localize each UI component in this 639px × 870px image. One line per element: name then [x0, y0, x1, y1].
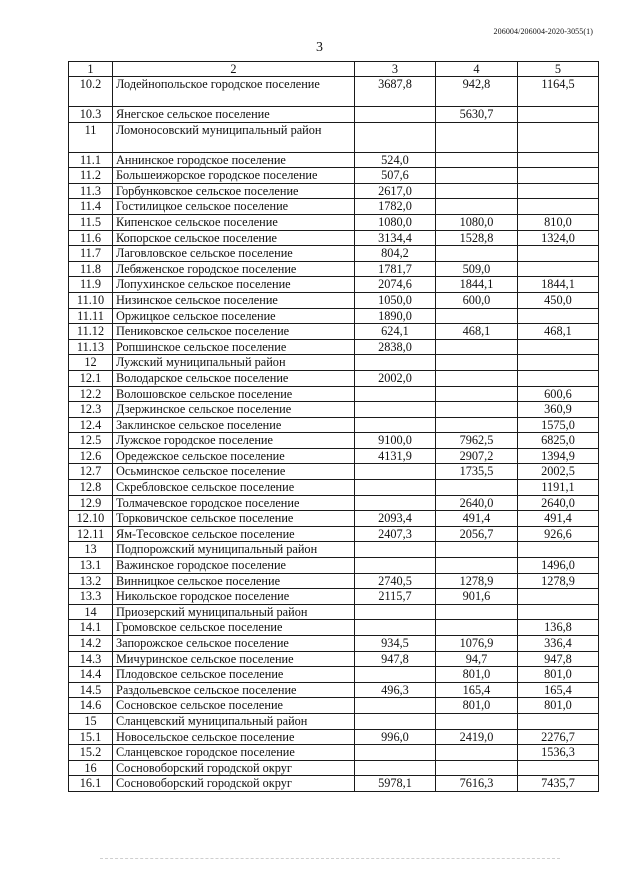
value-cell-col3	[355, 698, 436, 714]
value-cell-col3	[355, 464, 436, 480]
value-cell-col5	[518, 261, 599, 277]
value-cell-col3: 996,0	[355, 729, 436, 745]
value-cell-col5: 1164,5	[518, 77, 599, 107]
document-id: 206004/206004-2020-3055(1)	[493, 27, 593, 36]
value-cell-col3: 947,8	[355, 651, 436, 667]
column-header-5: 5	[518, 62, 599, 77]
row-name-cell: Кипенское сельское поселение	[113, 214, 355, 230]
value-cell-col4: 942,8	[436, 77, 518, 107]
row-name-cell: Раздольевское сельское поселение	[113, 682, 355, 698]
row-number-cell: 11.9	[69, 277, 113, 293]
row-name-cell: Сосновское сельское поселение	[113, 698, 355, 714]
row-name-cell: Мичуринское сельское поселение	[113, 651, 355, 667]
value-cell-col5: 600,6	[518, 386, 599, 402]
row-number-cell: 10.3	[69, 107, 113, 123]
row-name-cell: Пениковское сельское поселение	[113, 324, 355, 340]
value-cell-col3	[355, 713, 436, 729]
row-name-cell: Новосельское сельское поселение	[113, 729, 355, 745]
table-row	[69, 651, 599, 667]
row-number-cell: 16.1	[69, 776, 113, 792]
value-cell-col5: 491,4	[518, 511, 599, 527]
value-cell-col4: 1076,9	[436, 636, 518, 652]
value-cell-col3: 2407,3	[355, 526, 436, 542]
table-row	[69, 370, 599, 386]
row-name-cell: Большеижорское городское поселение	[113, 168, 355, 184]
value-cell-col3: 5978,1	[355, 776, 436, 792]
row-number-cell: 12.8	[69, 480, 113, 496]
row-name-cell: Толмачевское городское поселение	[113, 495, 355, 511]
value-cell-col5	[518, 713, 599, 729]
page-number: 3	[316, 40, 323, 55]
value-cell-col3: 507,6	[355, 168, 436, 184]
table-row	[69, 495, 599, 511]
value-cell-col4: 801,0	[436, 698, 518, 714]
table-row	[69, 698, 599, 714]
value-cell-col4	[436, 558, 518, 574]
row-name-cell: Лужское городское поселение	[113, 433, 355, 449]
row-name-cell: Оржицкое сельское поселение	[113, 308, 355, 324]
value-cell-col4	[436, 370, 518, 386]
table-row	[69, 682, 599, 698]
table-row	[69, 214, 599, 230]
row-number-cell: 12.11	[69, 526, 113, 542]
table-row	[69, 107, 599, 123]
value-cell-col4	[436, 542, 518, 558]
table-row	[69, 589, 599, 605]
value-cell-col5	[518, 370, 599, 386]
value-cell-col5: 947,8	[518, 651, 599, 667]
value-cell-col5: 336,4	[518, 636, 599, 652]
scan-edge-line	[100, 858, 560, 859]
value-cell-col5: 1324,0	[518, 230, 599, 246]
value-cell-col3: 524,0	[355, 152, 436, 168]
row-name-cell: Волошовское сельское поселение	[113, 386, 355, 402]
value-cell-col4: 2640,0	[436, 495, 518, 511]
value-cell-col4: 1844,1	[436, 277, 518, 293]
row-number-cell: 15.1	[69, 729, 113, 745]
value-cell-col3	[355, 558, 436, 574]
value-cell-col4: 94,7	[436, 651, 518, 667]
row-number-cell: 16	[69, 760, 113, 776]
table-row	[69, 122, 599, 152]
table-row	[69, 183, 599, 199]
value-cell-col5	[518, 199, 599, 215]
row-name-cell: Копорское сельское поселение	[113, 230, 355, 246]
value-cell-col4: 165,4	[436, 682, 518, 698]
value-cell-col5: 801,0	[518, 698, 599, 714]
table-row	[69, 776, 599, 792]
value-cell-col4: 2907,2	[436, 448, 518, 464]
value-cell-col4	[436, 199, 518, 215]
value-cell-col5: 810,0	[518, 214, 599, 230]
row-name-cell: Лопухинское сельское поселение	[113, 277, 355, 293]
value-cell-col4	[436, 122, 518, 152]
value-cell-col3	[355, 542, 436, 558]
value-cell-col3: 4131,9	[355, 448, 436, 464]
value-cell-col3	[355, 107, 436, 123]
row-name-cell: Низинское сельское поселение	[113, 292, 355, 308]
value-cell-col3: 1782,0	[355, 199, 436, 215]
value-cell-col3: 2838,0	[355, 339, 436, 355]
value-cell-col5: 136,8	[518, 620, 599, 636]
table-row	[69, 620, 599, 636]
table-row	[69, 636, 599, 652]
value-cell-col5: 1575,0	[518, 417, 599, 433]
row-name-cell: Подпорожский муниципальный район	[113, 542, 355, 558]
value-cell-col3: 496,3	[355, 682, 436, 698]
value-cell-col5: 450,0	[518, 292, 599, 308]
value-cell-col5: 926,6	[518, 526, 599, 542]
row-number-cell: 12.6	[69, 448, 113, 464]
table-row	[69, 729, 599, 745]
row-name-cell: Сланцевское городское поселение	[113, 745, 355, 761]
value-cell-col5: 165,4	[518, 682, 599, 698]
table-row	[69, 417, 599, 433]
row-number-cell: 11.11	[69, 308, 113, 324]
row-number-cell: 14.5	[69, 682, 113, 698]
value-cell-col5: 6825,0	[518, 433, 599, 449]
value-cell-col3: 1781,7	[355, 261, 436, 277]
row-name-cell: Янегское сельское поселение	[113, 107, 355, 123]
value-cell-col4	[436, 183, 518, 199]
row-number-cell: 14.6	[69, 698, 113, 714]
value-cell-col5: 2640,0	[518, 495, 599, 511]
table-row	[69, 199, 599, 215]
value-cell-col5	[518, 168, 599, 184]
value-cell-col4: 7962,5	[436, 433, 518, 449]
table-row	[69, 402, 599, 418]
value-cell-col5: 1844,1	[518, 277, 599, 293]
row-name-cell: Гостилицкое сельское поселение	[113, 199, 355, 215]
row-number-cell: 12.5	[69, 433, 113, 449]
value-cell-col5	[518, 339, 599, 355]
row-number-cell: 13.2	[69, 573, 113, 589]
value-cell-col4	[436, 745, 518, 761]
row-name-cell: Сосновоборский городской округ	[113, 760, 355, 776]
row-name-cell: Оредежское сельское поселение	[113, 448, 355, 464]
value-cell-col5: 468,1	[518, 324, 599, 340]
row-number-cell: 14.3	[69, 651, 113, 667]
table-row	[69, 277, 599, 293]
value-cell-col5: 1278,9	[518, 573, 599, 589]
value-cell-col4	[436, 713, 518, 729]
value-cell-col5	[518, 355, 599, 371]
value-cell-col4	[436, 402, 518, 418]
row-number-cell: 12	[69, 355, 113, 371]
row-name-cell: Осьминское сельское поселение	[113, 464, 355, 480]
row-name-cell: Сланцевский муниципальный район	[113, 713, 355, 729]
value-cell-col4: 491,4	[436, 511, 518, 527]
value-cell-col4: 5630,7	[436, 107, 518, 123]
row-number-cell: 13	[69, 542, 113, 558]
value-cell-col5	[518, 589, 599, 605]
value-cell-col4: 1735,5	[436, 464, 518, 480]
row-number-cell: 12.3	[69, 402, 113, 418]
row-name-cell: Ропшинское сельское поселение	[113, 339, 355, 355]
value-cell-col3	[355, 355, 436, 371]
row-name-cell: Громовское сельское поселение	[113, 620, 355, 636]
value-cell-col3: 2002,0	[355, 370, 436, 386]
row-number-cell: 11.7	[69, 246, 113, 262]
value-cell-col4	[436, 604, 518, 620]
value-cell-col3: 1890,0	[355, 308, 436, 324]
row-number-cell: 14.1	[69, 620, 113, 636]
table-row	[69, 246, 599, 262]
row-number-cell: 11.10	[69, 292, 113, 308]
row-number-cell: 14.4	[69, 667, 113, 683]
value-cell-col5: 1496,0	[518, 558, 599, 574]
value-cell-col3: 2074,6	[355, 277, 436, 293]
value-cell-col3	[355, 495, 436, 511]
table-row	[69, 604, 599, 620]
value-cell-col4	[436, 168, 518, 184]
value-cell-col3	[355, 604, 436, 620]
value-cell-col3	[355, 417, 436, 433]
table-row	[69, 526, 599, 542]
row-name-cell: Сосновоборский городской округ	[113, 776, 355, 792]
value-cell-col5: 801,0	[518, 667, 599, 683]
table-row	[69, 386, 599, 402]
value-cell-col4	[436, 760, 518, 776]
value-cell-col5	[518, 246, 599, 262]
value-cell-col3: 2115,7	[355, 589, 436, 605]
value-cell-col5: 1536,3	[518, 745, 599, 761]
value-cell-col4: 1080,0	[436, 214, 518, 230]
value-cell-col5: 7435,7	[518, 776, 599, 792]
row-number-cell: 12.7	[69, 464, 113, 480]
row-name-cell: Ям-Тесовское сельское поселение	[113, 526, 355, 542]
row-name-cell: Скребловское сельское поселение	[113, 480, 355, 496]
value-cell-col3: 934,5	[355, 636, 436, 652]
row-name-cell: Лодейнопольское городское поселение	[113, 77, 355, 107]
row-name-cell: Заклинское сельское поселение	[113, 417, 355, 433]
value-cell-col5: 1191,1	[518, 480, 599, 496]
value-cell-col3: 1080,0	[355, 214, 436, 230]
row-number-cell: 11.4	[69, 199, 113, 215]
table-row	[69, 667, 599, 683]
row-number-cell: 11.12	[69, 324, 113, 340]
row-name-cell: Запорожское сельское поселение	[113, 636, 355, 652]
value-cell-col3: 624,1	[355, 324, 436, 340]
row-name-cell: Лебяженское городское поселение	[113, 261, 355, 277]
value-cell-col5	[518, 183, 599, 199]
value-cell-col4	[436, 386, 518, 402]
value-cell-col4: 468,1	[436, 324, 518, 340]
row-name-cell: Плодовское сельское поселение	[113, 667, 355, 683]
value-cell-col4	[436, 152, 518, 168]
column-header-3: 3	[355, 62, 436, 77]
row-number-cell: 12.1	[69, 370, 113, 386]
table-row	[69, 433, 599, 449]
value-cell-col3	[355, 760, 436, 776]
value-cell-col4: 1528,8	[436, 230, 518, 246]
table-row	[69, 480, 599, 496]
value-cell-col3	[355, 620, 436, 636]
value-cell-col3	[355, 402, 436, 418]
value-cell-col3	[355, 386, 436, 402]
value-cell-col4: 801,0	[436, 667, 518, 683]
table-row	[69, 573, 599, 589]
table-row	[69, 355, 599, 371]
row-number-cell: 11.1	[69, 152, 113, 168]
value-cell-col4: 901,6	[436, 589, 518, 605]
row-number-cell: 12.2	[69, 386, 113, 402]
row-name-cell: Торковичское сельское поселение	[113, 511, 355, 527]
row-number-cell: 11	[69, 122, 113, 152]
table-row	[69, 152, 599, 168]
value-cell-col4	[436, 339, 518, 355]
table-header-row	[69, 62, 599, 77]
table-row	[69, 542, 599, 558]
row-name-cell: Винницкое сельское поселение	[113, 573, 355, 589]
row-name-cell: Дзержинское сельское поселение	[113, 402, 355, 418]
row-name-cell: Горбунковское сельское поселение	[113, 183, 355, 199]
value-cell-col5	[518, 760, 599, 776]
value-cell-col3: 3687,8	[355, 77, 436, 107]
value-cell-col3: 2617,0	[355, 183, 436, 199]
value-cell-col3	[355, 122, 436, 152]
value-cell-col5: 1394,9	[518, 448, 599, 464]
table-row	[69, 230, 599, 246]
table-row	[69, 292, 599, 308]
data-table	[68, 61, 599, 792]
value-cell-col4	[436, 417, 518, 433]
value-cell-col4	[436, 246, 518, 262]
row-name-cell: Лаговловское сельское поселение	[113, 246, 355, 262]
row-number-cell: 14	[69, 604, 113, 620]
value-cell-col4	[436, 620, 518, 636]
row-number-cell: 13.3	[69, 589, 113, 605]
value-cell-col5	[518, 308, 599, 324]
value-cell-col3	[355, 480, 436, 496]
row-number-cell: 11.3	[69, 183, 113, 199]
row-number-cell: 15	[69, 713, 113, 729]
value-cell-col5	[518, 542, 599, 558]
value-cell-col5	[518, 604, 599, 620]
value-cell-col3: 1050,0	[355, 292, 436, 308]
row-name-cell: Володарское сельское поселение	[113, 370, 355, 386]
row-number-cell: 12.9	[69, 495, 113, 511]
value-cell-col3	[355, 667, 436, 683]
row-number-cell: 12.10	[69, 511, 113, 527]
row-number-cell: 13.1	[69, 558, 113, 574]
row-number-cell: 11.8	[69, 261, 113, 277]
row-name-cell: Приозерский муниципальный район	[113, 604, 355, 620]
value-cell-col3: 2093,4	[355, 511, 436, 527]
row-name-cell: Лужский муниципальный район	[113, 355, 355, 371]
value-cell-col5	[518, 122, 599, 152]
row-number-cell: 10.2	[69, 77, 113, 107]
value-cell-col4: 2056,7	[436, 526, 518, 542]
table-row	[69, 261, 599, 277]
table-row	[69, 324, 599, 340]
value-cell-col4: 1278,9	[436, 573, 518, 589]
row-number-cell: 11.6	[69, 230, 113, 246]
table-row	[69, 168, 599, 184]
value-cell-col4: 509,0	[436, 261, 518, 277]
row-name-cell: Никольское городское поселение	[113, 589, 355, 605]
table-body	[69, 62, 599, 792]
value-cell-col5: 2002,5	[518, 464, 599, 480]
value-cell-col5	[518, 152, 599, 168]
column-header-2: 2	[113, 62, 355, 77]
table-row	[69, 77, 599, 107]
value-cell-col4	[436, 308, 518, 324]
table-row	[69, 558, 599, 574]
value-cell-col4: 600,0	[436, 292, 518, 308]
value-cell-col5: 2276,7	[518, 729, 599, 745]
table-row	[69, 760, 599, 776]
row-name-cell: Важинское городское поселение	[113, 558, 355, 574]
row-number-cell: 14.2	[69, 636, 113, 652]
column-header-4: 4	[436, 62, 518, 77]
row-number-cell: 11.2	[69, 168, 113, 184]
value-cell-col3: 9100,0	[355, 433, 436, 449]
table-row	[69, 713, 599, 729]
row-number-cell: 11.5	[69, 214, 113, 230]
value-cell-col5	[518, 107, 599, 123]
row-name-cell: Аннинское городское поселение	[113, 152, 355, 168]
value-cell-col5: 360,9	[518, 402, 599, 418]
value-cell-col3: 2740,5	[355, 573, 436, 589]
row-number-cell: 11.13	[69, 339, 113, 355]
row-name-cell: Ломоносовский муниципальный район	[113, 122, 355, 152]
column-header-1: 1	[69, 62, 113, 77]
table-row	[69, 511, 599, 527]
row-number-cell: 12.4	[69, 417, 113, 433]
table-row	[69, 464, 599, 480]
value-cell-col4: 2419,0	[436, 729, 518, 745]
value-cell-col4	[436, 480, 518, 496]
value-cell-col4	[436, 355, 518, 371]
value-cell-col3	[355, 745, 436, 761]
value-cell-col3: 3134,4	[355, 230, 436, 246]
row-number-cell: 15.2	[69, 745, 113, 761]
value-cell-col4: 7616,3	[436, 776, 518, 792]
table-row	[69, 745, 599, 761]
value-cell-col3: 804,2	[355, 246, 436, 262]
table-row	[69, 308, 599, 324]
table-row	[69, 448, 599, 464]
table-row	[69, 339, 599, 355]
